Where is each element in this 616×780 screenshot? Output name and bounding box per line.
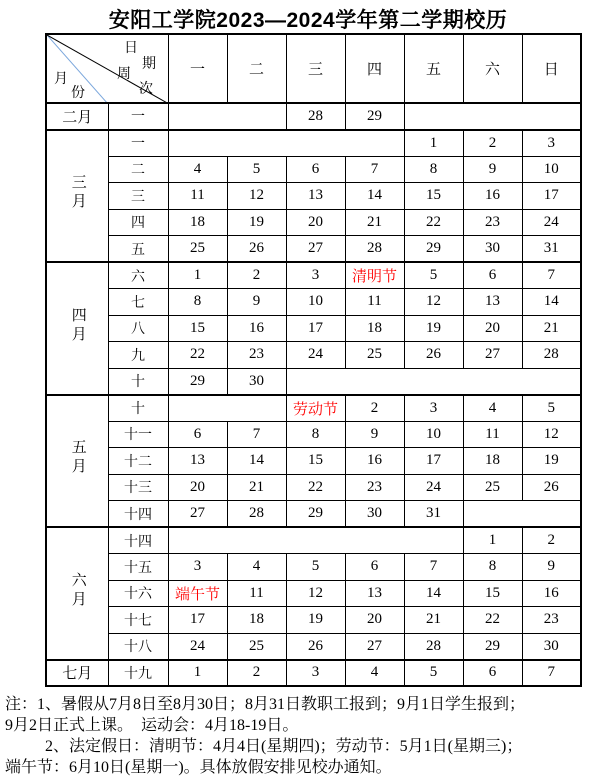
month-label: 三月 — [69, 174, 86, 213]
date-cell: 23 — [345, 474, 404, 501]
week-number-cell: 二 — [108, 156, 168, 183]
week-number-cell: 五 — [108, 236, 168, 263]
date-cell: 20 — [345, 607, 404, 634]
date-cell: 30 — [463, 236, 522, 263]
date-cell: 18 — [227, 607, 286, 634]
date-cell: 27 — [168, 501, 227, 528]
date-cell: 20 — [286, 209, 345, 236]
week-number-cell: 十 — [108, 368, 168, 395]
calendar-body — [46, 103, 581, 686]
calendar-week-row — [46, 342, 581, 369]
date-cell: 26 — [404, 342, 463, 369]
date-cell: 19 — [227, 209, 286, 236]
calendar-week-row — [46, 130, 581, 157]
date-cell: 2 — [463, 130, 522, 157]
date-cell: 2 — [522, 527, 581, 554]
date-cell: 13 — [345, 580, 404, 607]
month-label: 四月 — [69, 306, 86, 345]
week-number-cell: 七 — [108, 289, 168, 316]
date-cell: 9 — [463, 156, 522, 183]
date-cell: 20 — [168, 474, 227, 501]
date-cell: 12 — [227, 183, 286, 210]
date-cell: 24 — [522, 209, 581, 236]
date-cell: 9 — [345, 421, 404, 448]
week-number-cell: 六 — [108, 262, 168, 289]
date-cell: 10 — [286, 289, 345, 316]
date-cell: 25 — [463, 474, 522, 501]
date-cell: 19 — [404, 315, 463, 342]
week-number-cell: 一 — [108, 103, 168, 130]
week-number-cell: 十九 — [108, 660, 168, 687]
date-cell: 10 — [522, 156, 581, 183]
week-number-cell: 四 — [108, 209, 168, 236]
week-number-cell: 九 — [108, 342, 168, 369]
week-number-cell: 八 — [108, 315, 168, 342]
month-cell — [46, 130, 108, 263]
day-header-4: 四 — [345, 34, 404, 103]
empty-date-cell — [168, 130, 404, 157]
date-cell: 27 — [463, 342, 522, 369]
date-cell: 1 — [463, 527, 522, 554]
date-cell: 8 — [404, 156, 463, 183]
date-cell: 3 — [168, 554, 227, 581]
date-cell: 1 — [404, 130, 463, 157]
calendar-week-row — [46, 633, 581, 660]
week-number-cell: 十八 — [108, 633, 168, 660]
date-cell: 21 — [522, 315, 581, 342]
date-cell: 21 — [404, 607, 463, 634]
date-cell: 2 — [227, 262, 286, 289]
date-cell: 24 — [286, 342, 345, 369]
date-cell: 19 — [522, 448, 581, 475]
calendar-week-row — [46, 156, 581, 183]
calendar-week-row — [46, 209, 581, 236]
calendar-week-row — [46, 183, 581, 210]
date-cell: 25 — [227, 633, 286, 660]
date-cell: 9 — [522, 554, 581, 581]
empty-date-cell — [168, 103, 286, 130]
date-cell: 6 — [168, 421, 227, 448]
date-cell: 7 — [522, 262, 581, 289]
date-cell: 8 — [168, 289, 227, 316]
date-cell: 15 — [463, 580, 522, 607]
date-cell: 25 — [168, 236, 227, 263]
date-cell: 29 — [404, 236, 463, 263]
date-cell: 17 — [404, 448, 463, 475]
calendar-week-row — [46, 262, 581, 289]
empty-date-cell — [286, 368, 581, 395]
date-cell: 13 — [286, 183, 345, 210]
date-cell: 28 — [522, 342, 581, 369]
date-cell: 24 — [404, 474, 463, 501]
week-number-cell: 十五 — [108, 554, 168, 581]
date-cell: 30 — [522, 633, 581, 660]
date-cell: 13 — [168, 448, 227, 475]
date-cell: 31 — [404, 501, 463, 528]
date-cell: 29 — [345, 103, 404, 130]
month-label: 七月 — [62, 666, 93, 683]
date-cell: 11 — [168, 183, 227, 210]
date-cell: 2 — [345, 395, 404, 422]
date-cell: 12 — [522, 421, 581, 448]
empty-date-cell — [463, 501, 581, 528]
date-cell: 6 — [463, 262, 522, 289]
calendar-week-row — [46, 368, 581, 395]
date-cell: 3 — [522, 130, 581, 157]
date-cell: 7 — [345, 156, 404, 183]
date-cell: 22 — [463, 607, 522, 634]
corner-date-label-char2: 期 — [142, 57, 156, 72]
week-number-cell: 十七 — [108, 607, 168, 634]
calendar-table — [45, 33, 582, 687]
date-cell: 27 — [286, 236, 345, 263]
date-cell: 23 — [463, 209, 522, 236]
date-cell: 4 — [463, 395, 522, 422]
date-cell: 29 — [168, 368, 227, 395]
calendar-week-row — [46, 236, 581, 263]
date-cell: 14 — [522, 289, 581, 316]
date-cell: 11 — [345, 289, 404, 316]
empty-date-cell — [168, 395, 286, 422]
week-number-cell: 三 — [108, 183, 168, 210]
corner-header-cell — [46, 34, 168, 103]
calendar-header-row — [46, 34, 581, 103]
date-cell: 17 — [286, 315, 345, 342]
week-number-cell: 十四 — [108, 501, 168, 528]
week-number-cell: 十 — [108, 395, 168, 422]
calendar-week-row — [46, 554, 581, 581]
corner-month-label-char1: 月 — [54, 72, 68, 87]
date-cell: 12 — [286, 580, 345, 607]
week-number-cell: 十六 — [108, 580, 168, 607]
date-cell: 24 — [168, 633, 227, 660]
day-header-7: 日 — [522, 34, 581, 103]
date-cell: 23 — [227, 342, 286, 369]
page-title: 安阳工学院2023—2024学年第二学期校历 — [108, 9, 508, 32]
date-cell: 10 — [404, 421, 463, 448]
date-cell: 7 — [227, 421, 286, 448]
calendar-week-row — [46, 501, 581, 528]
empty-date-cell — [168, 527, 463, 554]
date-cell: 18 — [463, 448, 522, 475]
date-cell: 18 — [168, 209, 227, 236]
date-cell: 3 — [404, 395, 463, 422]
date-cell: 5 — [404, 660, 463, 687]
date-cell: 29 — [463, 633, 522, 660]
date-cell: 8 — [286, 421, 345, 448]
calendar-week-row — [46, 660, 581, 687]
date-cell: 12 — [404, 289, 463, 316]
calendar-week-row — [46, 474, 581, 501]
date-cell: 6 — [463, 660, 522, 687]
date-cell: 23 — [522, 607, 581, 634]
date-cell: 19 — [286, 607, 345, 634]
corner-week-label-char2: 次 — [139, 82, 153, 97]
date-cell: 28 — [404, 633, 463, 660]
date-cell: 6 — [345, 554, 404, 581]
week-number-cell: 十二 — [108, 448, 168, 475]
date-cell: 4 — [345, 660, 404, 687]
date-cell: 21 — [227, 474, 286, 501]
date-cell: 18 — [345, 315, 404, 342]
week-number-cell: 十四 — [108, 527, 168, 554]
date-cell: 30 — [227, 368, 286, 395]
date-cell: 9 — [227, 289, 286, 316]
week-number-cell: 十三 — [108, 474, 168, 501]
calendar-week-row — [46, 607, 581, 634]
calendar-week-row — [46, 421, 581, 448]
date-cell: 2 — [227, 660, 286, 687]
date-cell: 22 — [404, 209, 463, 236]
date-cell: 26 — [227, 236, 286, 263]
date-cell: 3 — [286, 262, 345, 289]
date-cell: 1 — [168, 262, 227, 289]
date-cell: 22 — [168, 342, 227, 369]
date-cell: 7 — [404, 554, 463, 581]
day-header-5: 五 — [404, 34, 463, 103]
holiday-cell: 劳动节 — [286, 395, 345, 422]
note-line: 注：1、暑假从7月8日至8月30日；8月31日教职工报到；9月1日学生报到； — [5, 696, 526, 713]
day-header-2: 二 — [227, 34, 286, 103]
calendar-week-row — [46, 395, 581, 422]
date-cell: 4 — [168, 156, 227, 183]
notes — [5, 694, 613, 778]
empty-date-cell — [404, 103, 581, 130]
date-cell: 13 — [463, 289, 522, 316]
week-number-cell: 十一 — [108, 421, 168, 448]
date-cell: 5 — [286, 554, 345, 581]
date-cell: 16 — [463, 183, 522, 210]
date-cell: 14 — [345, 183, 404, 210]
date-cell: 30 — [345, 501, 404, 528]
date-cell: 28 — [345, 236, 404, 263]
date-cell: 11 — [463, 421, 522, 448]
date-cell: 15 — [404, 183, 463, 210]
calendar-week-row — [46, 527, 581, 554]
month-cell — [46, 103, 108, 130]
date-cell: 26 — [286, 633, 345, 660]
month-label: 六月 — [69, 571, 86, 610]
corner-date-label-char1: 日 — [124, 41, 138, 56]
date-cell: 17 — [168, 607, 227, 634]
date-cell: 26 — [522, 474, 581, 501]
date-cell: 27 — [345, 633, 404, 660]
date-cell: 16 — [345, 448, 404, 475]
holiday-cell: 端午节 — [168, 580, 227, 607]
date-cell: 3 — [286, 660, 345, 687]
date-cell: 14 — [227, 448, 286, 475]
note-line: 2、法定假日：清明节：4月4日(星期四)；劳动节：5月1日(星期三)； — [45, 738, 523, 755]
calendar-week-row — [46, 289, 581, 316]
holiday-cell: 清明节 — [345, 262, 404, 289]
date-cell: 5 — [522, 395, 581, 422]
date-cell: 28 — [227, 501, 286, 528]
note-line: 9月2日正式上课。 运动会：4月18-19日。 — [5, 717, 299, 734]
month-cell — [46, 527, 108, 660]
note-line: 端午节：6月10日(星期一)。具体放假安排见校办通知。 — [5, 759, 392, 776]
date-cell: 22 — [286, 474, 345, 501]
day-header-1: 一 — [168, 34, 227, 103]
calendar-week-row — [46, 448, 581, 475]
date-cell: 15 — [286, 448, 345, 475]
date-cell: 31 — [522, 236, 581, 263]
date-cell: 25 — [345, 342, 404, 369]
calendar-week-row — [46, 103, 581, 130]
date-cell: 16 — [227, 315, 286, 342]
date-cell: 21 — [345, 209, 404, 236]
month-label: 二月 — [62, 109, 93, 126]
corner-month-label-char2: 份 — [71, 86, 85, 101]
week-number-cell: 一 — [108, 130, 168, 157]
date-cell: 17 — [522, 183, 581, 210]
date-cell: 14 — [404, 580, 463, 607]
calendar-week-row — [46, 580, 581, 607]
month-cell — [46, 395, 108, 528]
month-label: 五月 — [69, 439, 86, 478]
date-cell: 8 — [463, 554, 522, 581]
corner-week-label-char1: 周 — [117, 67, 131, 82]
date-cell: 16 — [522, 580, 581, 607]
date-cell: 5 — [227, 156, 286, 183]
date-cell: 28 — [286, 103, 345, 130]
date-cell: 5 — [404, 262, 463, 289]
date-cell: 1 — [168, 660, 227, 687]
date-cell: 11 — [227, 580, 286, 607]
date-cell: 29 — [286, 501, 345, 528]
date-cell: 15 — [168, 315, 227, 342]
month-cell — [46, 660, 108, 687]
date-cell: 7 — [522, 660, 581, 687]
day-header-6: 六 — [463, 34, 522, 103]
date-cell: 20 — [463, 315, 522, 342]
date-cell: 6 — [286, 156, 345, 183]
calendar-week-row — [46, 315, 581, 342]
month-cell — [46, 262, 108, 395]
date-cell: 4 — [227, 554, 286, 581]
day-header-3: 三 — [286, 34, 345, 103]
